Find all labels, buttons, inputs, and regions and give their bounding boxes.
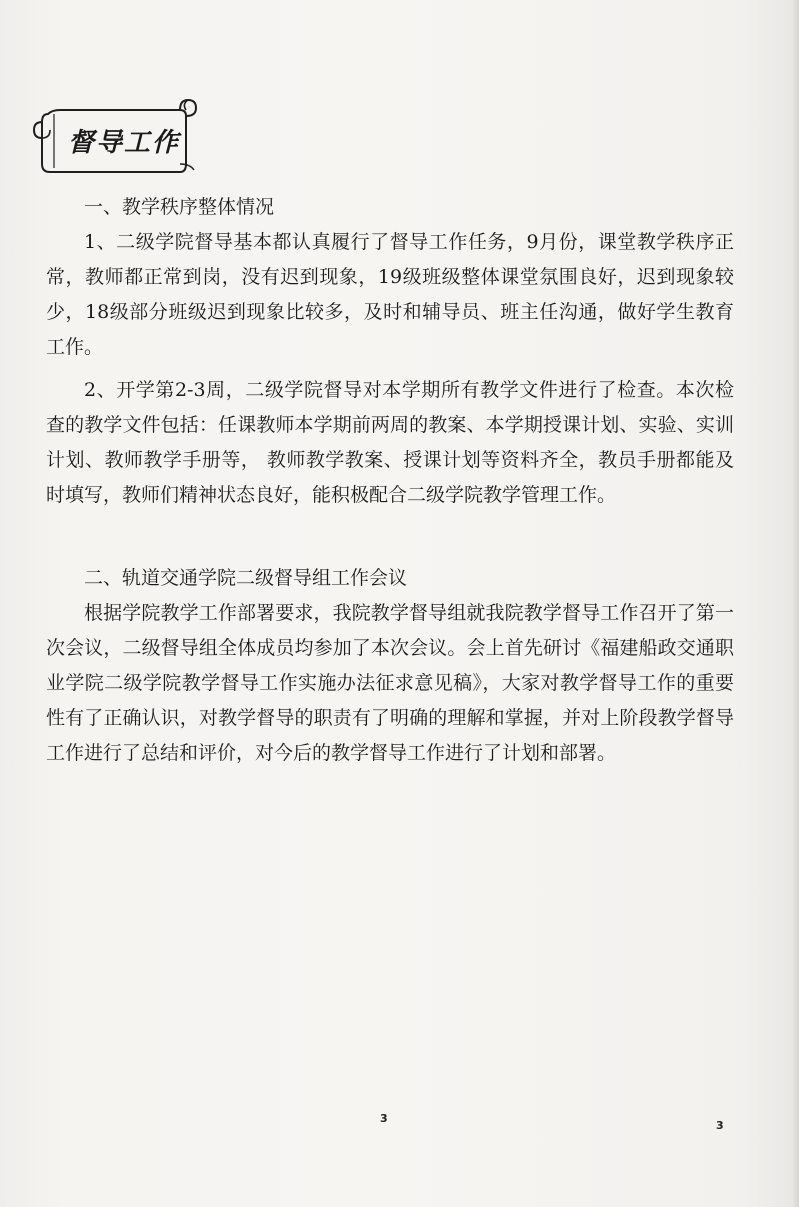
banner-title: 督导工作 xyxy=(68,128,181,158)
page-number-corner: 3 xyxy=(716,1119,724,1132)
paragraph-meeting: 根据学院教学工作部署要求，我院教学督导组就我院教学督导工作召开了第一次会议，二级督导组全体成员均参加了本次会议。会上首先研讨《福建船政交通职业学院二级学院教学督导工作实施办法征求意见稿》，大家对教学督导工作的重要性有了正确认识，对教学督导的职责有了明确的理解和掌握，并对上阶段教学督导工作进行了总结和评价，对今后的教学督导工作进行了计划和部署。 xyxy=(46,602,734,764)
page-edge-shadow xyxy=(793,0,799,1207)
paragraph-duty: 1、二级学院督导基本都认真履行了督导工作任务，9月份，课堂教学秩序正常，教师都正常到岗，没有迟到现象，19级班级整体课堂氛围良好，迟到现象较少，18级部分班级迟到现象比较多，及时和辅导员、班主任沟通，做好学生教育工作。 xyxy=(46,231,734,358)
section-heading-order: 一、教学秩序整体情况 xyxy=(84,196,275,218)
document-body xyxy=(46,190,734,771)
page-number: 3 xyxy=(380,1112,388,1125)
section-heading-meeting: 二、轨道交通学院二级督导组工作会议 xyxy=(84,567,408,589)
paragraph-inspection: 2、开学第2-3周，二级学院督导对本学期所有教学文件进行了检查。本次检查的教学文件包括：任课教师本学期前两周的教案、本学期授课计划、实验、实训计划、教师教学手册等， 教师教学教案、授课计划等资料齐全，教员手册都能及时填写，教师们精神状态良好，能积极配合二级学院教学管理工作。 xyxy=(46,379,734,506)
section-banner xyxy=(30,92,200,184)
